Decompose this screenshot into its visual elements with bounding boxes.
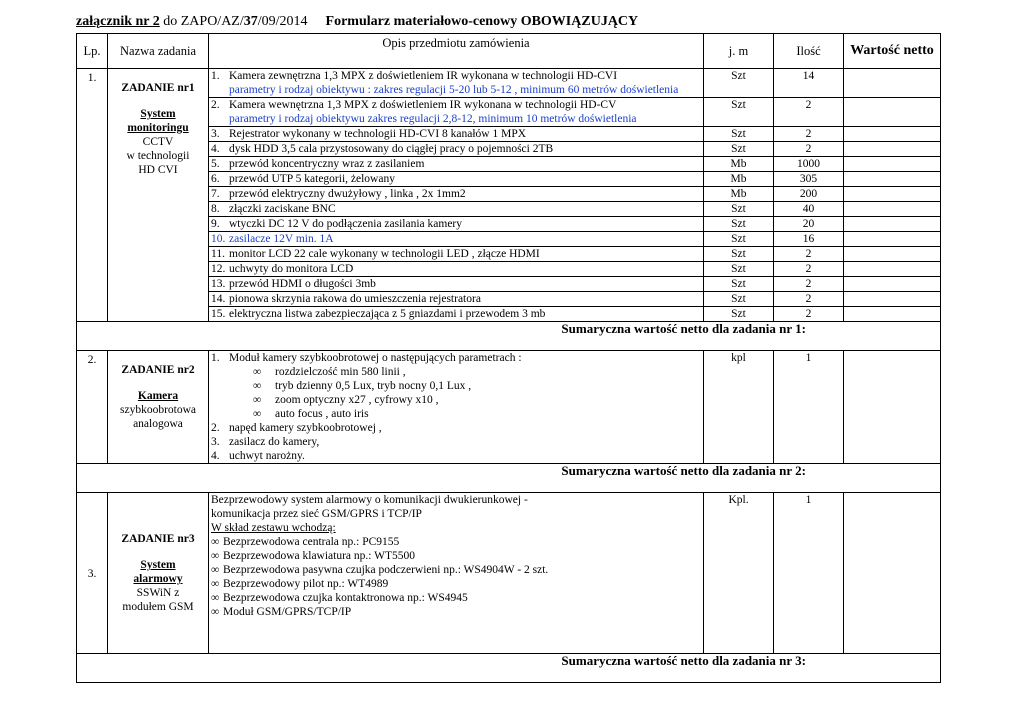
item-number: 2. — [211, 422, 220, 434]
task1-name — [108, 69, 209, 322]
infinity-bullet-icon: ∞ — [211, 536, 220, 548]
item-quantity: 305 — [774, 172, 844, 187]
item-quantity: 2 — [774, 307, 844, 322]
item-number: 3. — [211, 128, 220, 140]
infinity-bullet-icon: ∞ — [253, 408, 262, 420]
item-number: 5. — [211, 158, 220, 170]
task2-zadanie: ZADANIE nr2 — [121, 364, 195, 376]
task3-value — [844, 493, 941, 654]
item-number: 4. — [211, 450, 220, 462]
item-unit: Szt — [704, 292, 774, 307]
item-text: wtyczki DC 12 V do podłączenia zasilania kamery — [229, 218, 463, 230]
item-description — [209, 187, 704, 202]
item-unit: Mb — [704, 187, 774, 202]
task2-name-u1: Kamera — [137, 390, 179, 402]
item-value — [844, 277, 941, 292]
item-description — [209, 202, 704, 217]
task2-description — [209, 351, 704, 464]
item-text: zasilacz do kamery, — [229, 436, 320, 448]
task3-bullet-text: Bezprzewodowa czujka kontaktronowa np.: WS4945 — [223, 592, 468, 604]
item-quantity: 2 — [774, 247, 844, 262]
item-value — [844, 142, 941, 157]
item-number: 8. — [211, 203, 220, 215]
task1-name-u2: monitoringu — [127, 122, 189, 134]
item-unit: Szt — [704, 202, 774, 217]
item-number: 2. — [211, 99, 220, 111]
item-text: Kamera wewnętrzna 1,3 MPX z doświetleniem IR wykonana w technologii HD-CV — [229, 99, 617, 111]
task1-name-u1: System — [140, 108, 176, 120]
task2-sum-row — [77, 464, 941, 493]
item-text: dysk HDD 3,5 cala przystosowany do ciągłej pracy o pojemności 2TB — [229, 143, 554, 155]
item-quantity: 2 — [774, 98, 844, 127]
header-lp: Lp. — [77, 34, 108, 69]
item-number: 10. — [211, 233, 226, 245]
task3-zadanie: ZADANIE nr3 — [121, 533, 195, 545]
item-value — [844, 157, 941, 172]
item-number: 4. — [211, 143, 220, 155]
item-value — [844, 307, 941, 322]
task3-bullets — [211, 535, 701, 619]
item-description — [209, 142, 704, 157]
doc-ref-a: do ZAPO/AZ/ — [159, 14, 244, 29]
task3-sum: Sumaryczna wartość netto dla zadania nr 3: — [77, 654, 941, 683]
item-quantity: 2 — [774, 277, 844, 292]
item-unit: Szt — [704, 232, 774, 247]
item-text: pionowa skrzynia rakowa do umieszczenia rejestratora — [229, 293, 481, 305]
task3-intro1: Bezprzewodowy system alarmowy o komunikacji dwukierunkowej - — [211, 494, 528, 506]
item-value — [844, 262, 941, 277]
task2-main-text: Moduł kamery szybkoobrotowej o następujących parametrach : — [229, 352, 522, 364]
item-text: przewód koncentryczny wraz z zasilaniem — [229, 158, 425, 170]
task3-name — [108, 493, 209, 654]
item-number: 12. — [211, 263, 226, 275]
item-description — [209, 172, 704, 187]
infinity-bullet-icon: ∞ — [211, 550, 220, 562]
task3-bullet-text: Bezprzewodowa pasywna czujka podczerwieni np.: WS4904W - 2 szt. — [223, 564, 549, 576]
item-text: uchwyt narożny. — [229, 450, 305, 462]
task2-bullet-text: zoom optyczny x27 , cyfrowy x10 , — [275, 394, 439, 406]
task2-qty: 1 — [774, 351, 844, 464]
task1-sum: Sumaryczna wartość netto dla zadania nr 1: — [77, 322, 941, 351]
task2-lp: 2. — [77, 351, 108, 464]
header-jm: j. m — [704, 34, 774, 69]
item-value — [844, 217, 941, 232]
header-row — [77, 34, 941, 69]
item-quantity: 14 — [774, 69, 844, 98]
item-value — [844, 292, 941, 307]
item-parameters: parametry i rodzaj obiektywu : zakres regulacji 5-20 lub 5-12 , minimum 60 metrów doświetlenia — [229, 84, 679, 96]
item-description — [209, 98, 704, 127]
item-description — [209, 247, 704, 262]
task3-jm: Kpl. — [704, 493, 774, 654]
task1-body — [77, 69, 941, 322]
task3-name-r2: modułem GSM — [122, 601, 194, 613]
item-text: przewód HDMI o długości 3mb — [229, 278, 376, 290]
item-quantity: 2 — [774, 262, 844, 277]
item-quantity: 16 — [774, 232, 844, 247]
infinity-bullet-icon: ∞ — [253, 380, 262, 392]
item-number: 13. — [211, 278, 226, 290]
item-text: Kamera zewnętrzna 1,3 MPX z doświetleniem IR wykonana w technologii HD-CVI — [229, 70, 618, 82]
task2-jm: kpl — [704, 351, 774, 464]
item-description — [209, 69, 704, 98]
header-wartosc: Wartość netto — [844, 34, 941, 69]
item-value — [844, 127, 941, 142]
item-description — [209, 277, 704, 292]
item-text: elektryczna listwa zabezpieczająca z 5 gniazdami i przewodem 3 mb — [229, 308, 546, 320]
task2-items — [211, 421, 701, 463]
task1-name-r3: HD CVI — [138, 164, 178, 176]
item-number: 11. — [211, 248, 225, 260]
item-description — [209, 292, 704, 307]
task2-bullet-text: rozdzielczość min 580 linii , — [275, 366, 406, 378]
item-value — [844, 98, 941, 127]
task2-name-r2: analogowa — [133, 418, 183, 430]
item-number: 3. — [211, 436, 220, 448]
task3-name-u2: alarmowy — [133, 573, 183, 585]
task3-description — [209, 493, 704, 654]
item-unit: Szt — [704, 247, 774, 262]
task3-bullet-text: Bezprzewodowa centrala np.: PC9155 — [223, 536, 400, 548]
item-description — [209, 307, 704, 322]
task3-name-u1: System — [140, 559, 176, 571]
task3-sum-row — [77, 654, 941, 683]
infinity-bullet-icon: ∞ — [211, 578, 220, 590]
item-text: przewód UTP 5 kategorii, żelowany — [229, 173, 395, 185]
task3-bullet-text: Moduł GSM/GPRS/TCP/IP — [223, 606, 352, 618]
task2-sum: Sumaryczna wartość netto dla zadania nr 2: — [77, 464, 941, 493]
task3-set-label: W skład zestawu wchodzą: — [211, 522, 336, 534]
item-value — [844, 187, 941, 202]
task1-lp: 1. — [77, 69, 108, 322]
item-unit: Szt — [704, 277, 774, 292]
item-unit: Szt — [704, 127, 774, 142]
task3-intro2: komunikacja przez sieć GSM/GPRS i TCP/IP — [211, 508, 422, 520]
task2-row — [77, 351, 941, 464]
form-title: Formularz materiałowo-cenowy OBOWIĄZUJĄCY — [325, 14, 639, 29]
task3-row — [77, 493, 941, 654]
task2-bullet-text: auto focus , auto iris — [275, 408, 369, 420]
header-ilosc: Ilość — [774, 34, 844, 69]
item-value — [844, 69, 941, 98]
item-description — [209, 157, 704, 172]
item-quantity: 20 — [774, 217, 844, 232]
item-unit: Mb — [704, 157, 774, 172]
item-value — [844, 202, 941, 217]
document-title — [76, 14, 638, 30]
task1-zadanie: ZADANIE nr1 — [121, 82, 195, 94]
task2-main-num: 1. — [211, 352, 220, 364]
infinity-bullet-icon: ∞ — [253, 394, 262, 406]
task1-sum-row — [77, 322, 941, 351]
item-value — [844, 232, 941, 247]
item-quantity: 2 — [774, 142, 844, 157]
item-number: 6. — [211, 173, 220, 185]
task1-name-r2: w technologii — [126, 150, 190, 162]
doc-ref-c: /09/2014 — [257, 14, 308, 29]
task2-bullets — [211, 365, 701, 421]
item-unit: Szt — [704, 307, 774, 322]
item-value — [844, 247, 941, 262]
item-number: 1. — [211, 70, 220, 82]
item-quantity: 1000 — [774, 157, 844, 172]
item-unit: Mb — [704, 172, 774, 187]
item-description — [209, 127, 704, 142]
item-description — [209, 217, 704, 232]
header-opis: Opis przedmiotu zamówienia — [209, 34, 704, 69]
item-text: napęd kamery szybkoobrotowej , — [229, 422, 382, 434]
item-description — [209, 262, 704, 277]
item-parameters: parametry i rodzaj obiektywu zakres regulacji 2,8-12, minimum 10 metrów doświetlenia — [229, 113, 637, 125]
item-quantity: 2 — [774, 292, 844, 307]
task2-bullet-text: tryb dzienny 0,5 Lux, tryb nocny 0,1 Lux , — [275, 380, 472, 392]
task3-lp: 3. — [77, 493, 108, 654]
item-text: przewód elektryczny dwużyłowy , linka , 2x 1mm2 — [229, 188, 466, 200]
item-number: 15. — [211, 308, 226, 320]
item-number: 14. — [211, 293, 226, 305]
item-quantity: 40 — [774, 202, 844, 217]
item-text: Rejestrator wykonany w technologii HD-CVI 8 kanałów 1 MPX — [229, 128, 527, 140]
task1-name-r1: CCTV — [142, 136, 174, 148]
item-text: złączki zaciskane BNC — [229, 203, 336, 215]
item-number: 9. — [211, 218, 220, 230]
task2-name — [108, 351, 209, 464]
item-unit: Szt — [704, 142, 774, 157]
item-quantity: 200 — [774, 187, 844, 202]
item-number: 7. — [211, 188, 220, 200]
task2-value — [844, 351, 941, 464]
item-description — [209, 232, 704, 247]
header-nazwa: Nazwa zadania — [108, 34, 209, 69]
task3-bullet-text: Bezprzewodowy pilot np.: WT4989 — [223, 578, 389, 590]
infinity-bullet-icon: ∞ — [211, 592, 220, 604]
item-unit: Szt — [704, 69, 774, 98]
infinity-bullet-icon: ∞ — [211, 606, 220, 618]
infinity-bullet-icon: ∞ — [211, 564, 220, 576]
attachment-label: załącznik nr 2 — [76, 14, 160, 29]
task3-name-r1: SSWiN z — [136, 587, 180, 599]
item-quantity: 2 — [774, 127, 844, 142]
item-value — [844, 172, 941, 187]
item-text: uchwyty do monitora LCD — [229, 263, 354, 275]
doc-ref-b: 37 — [243, 14, 258, 29]
task2-name-r1: szybkoobrotowa — [119, 404, 196, 416]
item-unit: Szt — [704, 217, 774, 232]
item-unit: Szt — [704, 262, 774, 277]
item-unit: Szt — [704, 98, 774, 127]
item-text: monitor LCD 22 cale wykonany w technologii LED , złącze HDMI — [229, 248, 540, 260]
infinity-bullet-icon: ∞ — [253, 366, 262, 378]
task1-item-row — [77, 69, 941, 98]
price-form-table — [76, 33, 941, 683]
item-text: zasilacze 12V min. 1A — [229, 233, 334, 245]
task3-qty: 1 — [774, 493, 844, 654]
task3-bullet-text: Bezprzewodowa klawiatura np.: WT5500 — [223, 550, 416, 562]
